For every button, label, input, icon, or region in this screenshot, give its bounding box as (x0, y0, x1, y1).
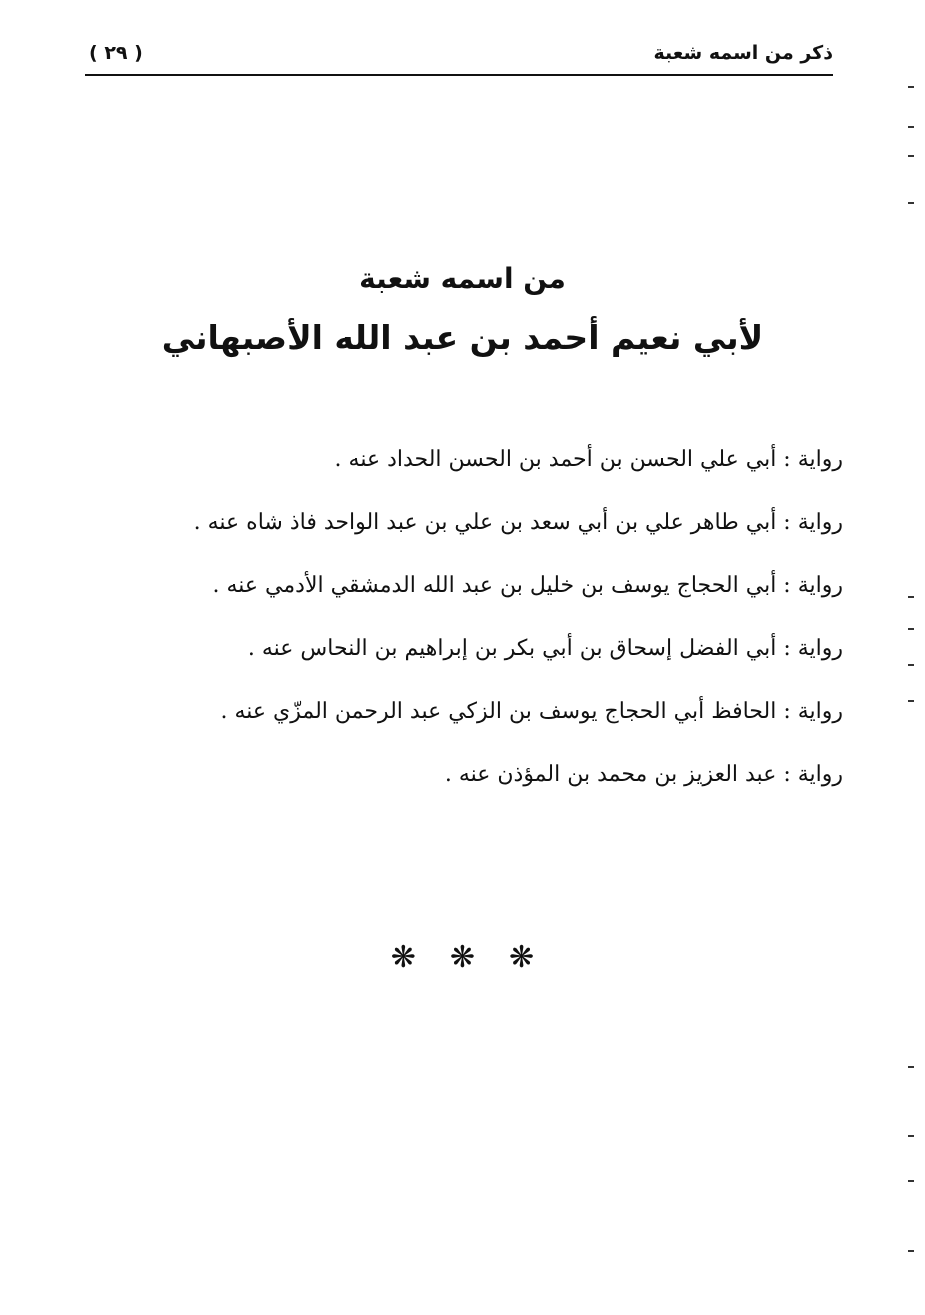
narration-line: رواية : أبي طاهر علي بن أبي سعد بن علي بن عبد الواحد فاذ شاه عنه . (193, 510, 843, 535)
scan-speck (908, 1135, 914, 1137)
scan-speck (908, 1066, 914, 1068)
page-number: ( ٢٩ ) (89, 42, 143, 64)
scan-speck (908, 155, 914, 157)
scan-speck (908, 86, 914, 88)
section-title: من اسمه شعبة (359, 262, 566, 295)
scan-speck (908, 1180, 914, 1182)
scan-speck (908, 202, 914, 204)
narration-list (103, 440, 843, 818)
section-end-ornament: ❋❋❋ (390, 940, 569, 975)
narration-line: رواية : أبي الحجاج يوسف بن خليل بن عبد الله الدمشقي الأدمي عنه . (212, 573, 843, 598)
narration-line: رواية : أبي الفضل إسحاق بن أبي بكر بن إبراهيم بن النحاس عنه . (247, 636, 843, 661)
narration-line: رواية : الحافظ أبي الحجاج يوسف بن الزكي عبد الرحمن المزّي عنه . (220, 699, 843, 724)
narration-line: رواية : أبي علي الحسن بن أحمد بن الحسن الحداد عنه . (334, 447, 843, 472)
scan-speck (908, 596, 914, 598)
section-subtitle: لأبي نعيم أحمد بن عبد الله الأصبهاني (161, 318, 764, 357)
scan-speck (908, 628, 914, 630)
scan-speck (908, 1250, 914, 1252)
narration-line: رواية : عبد العزيز بن محمد بن المؤذن عنه . (444, 762, 843, 787)
scan-speck (908, 664, 914, 666)
scan-speck (908, 700, 914, 702)
running-title: ذكر من اسمه شعبة (653, 42, 833, 64)
scan-speck (908, 126, 914, 128)
page-header (85, 38, 833, 76)
